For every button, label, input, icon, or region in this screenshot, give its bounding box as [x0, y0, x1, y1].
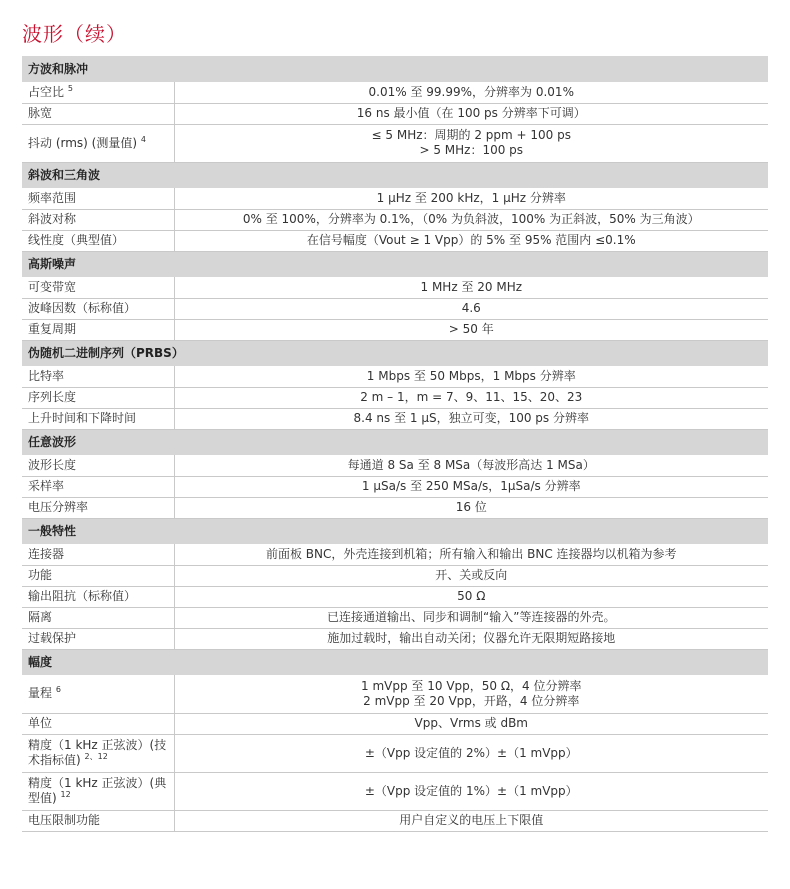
row-value-line: 已连接通道输出、同步和调制“输入”等连接器的外壳。: [327, 610, 616, 624]
table-row: [22, 810, 768, 831]
row-label: [22, 408, 174, 429]
row-label-text: 电压限制功能: [28, 813, 101, 827]
row-value-line: 50 Ω: [457, 589, 486, 603]
row-value-line: > 50 年: [448, 322, 494, 336]
table-row: [22, 565, 768, 586]
row-value-line: Vpp、Vrms 或 dBm: [414, 716, 528, 730]
row-value: [174, 298, 768, 319]
row-value: [174, 734, 768, 772]
row-value-line: ±（Vpp 设定值的 2%）±（1 mVpp）: [364, 745, 578, 760]
row-label: [22, 230, 174, 251]
row-label-text: 隔离: [28, 610, 53, 624]
row-value: [174, 209, 768, 230]
row-value: [174, 319, 768, 340]
row-label: [22, 607, 174, 628]
footnote-ref: 5: [67, 83, 73, 93]
table-row: [22, 713, 768, 734]
table-row: [22, 586, 768, 607]
table-row: [22, 544, 768, 565]
table-row: [22, 734, 768, 772]
row-value: [174, 565, 768, 586]
row-label-text: 脉宽: [28, 106, 53, 120]
row-label-text: 连接器: [28, 546, 65, 561]
row-label: [22, 628, 174, 649]
row-value-line: 1 Mbps 至 50 Mbps，1 Mbps 分辨率: [366, 368, 576, 383]
row-value: [174, 82, 768, 103]
row-label: [22, 455, 174, 476]
row-value: [174, 586, 768, 607]
section-heading: 方波和脉冲: [22, 56, 768, 82]
row-value-line: 2 m – 1，m = 7、9、11、15、20、23: [360, 390, 583, 404]
section-heading: 高斯噪声: [22, 251, 768, 277]
row-value: [174, 675, 768, 713]
table-row: [22, 607, 768, 628]
section-heading: 一般特性: [22, 518, 768, 544]
row-label: [22, 675, 174, 713]
row-value-line: ≤ 5 MHz：周期的 2 ppm + 100 ps: [371, 128, 571, 142]
row-label: [22, 734, 174, 772]
row-label: [22, 319, 174, 340]
row-value-line: ±（Vpp 设定值的 1%）±（1 mVpp）: [364, 783, 578, 798]
row-label: [22, 713, 174, 734]
row-value: [174, 124, 768, 162]
row-label-text: 线性度（典型值）: [28, 233, 125, 247]
table-row: [22, 772, 768, 810]
row-value-line: 1 mVpp 至 10 Vpp，50 Ω，4 位分辨率: [361, 678, 582, 693]
row-label: [22, 103, 174, 124]
table-row: [22, 366, 768, 387]
row-label-text: 波峰因数（标称值）: [28, 301, 137, 315]
row-value: [174, 628, 768, 649]
row-value: [174, 455, 768, 476]
footnote-ref: 12: [60, 790, 71, 799]
table-row: [22, 408, 768, 429]
row-label-text: 精度（1 kHz 正弦波）(技术指标值): [28, 738, 167, 767]
row-label: [22, 544, 174, 565]
row-value: [174, 387, 768, 408]
row-label-text: 输出阻抗（标称值）: [28, 589, 137, 603]
row-value: [174, 230, 768, 251]
row-label-text: 比特率: [28, 368, 65, 383]
row-value: [174, 277, 768, 298]
section-heading-row: [22, 429, 768, 455]
table-row: [22, 103, 768, 124]
section-heading-row: [22, 251, 768, 277]
section-heading: 任意波形: [22, 429, 768, 455]
row-label-text: 序列长度: [28, 390, 77, 404]
footnote-ref: 4: [140, 134, 146, 144]
table-row: [22, 476, 768, 497]
row-value-line: 1 µSa/s 至 250 MSa/s，1µSa/s 分辨率: [361, 479, 581, 493]
row-label-text: 上升时间和下降时间: [28, 411, 137, 425]
section-heading-row: [22, 340, 768, 366]
row-label-text: 波形长度: [28, 457, 77, 472]
row-value: [174, 607, 768, 628]
row-label: [22, 298, 174, 319]
row-value-line: 4.6: [461, 301, 481, 315]
row-value-line: 前面板 BNC，外壳连接到机箱；所有输入和输出 BNC 连接器均以机箱为参考: [265, 546, 677, 561]
row-value-line: 1 MHz 至 20 MHz: [420, 279, 523, 294]
row-label: [22, 82, 174, 103]
row-label: [22, 476, 174, 497]
table-row: [22, 319, 768, 340]
row-label-text: 过载保护: [28, 631, 77, 645]
row-value-line: 2 mVpp 至 20 Vpp，开路，4 位分辨率: [363, 693, 580, 708]
table-row: [22, 298, 768, 319]
row-value: [174, 103, 768, 124]
table-row: [22, 387, 768, 408]
row-label: [22, 209, 174, 230]
row-value: [174, 408, 768, 429]
row-value: [174, 366, 768, 387]
section-heading: 幅度: [22, 649, 768, 675]
row-value: [174, 713, 768, 734]
table-row: [22, 277, 768, 298]
section-heading-row: [22, 518, 768, 544]
section-heading: 斜波和三角波: [22, 162, 768, 188]
row-value: [174, 497, 768, 518]
row-value: [174, 188, 768, 209]
row-label-text: 精度（1 kHz 正弦波）(典型值): [28, 776, 167, 805]
row-label-text: 重复周期: [28, 322, 77, 336]
table-row: [22, 497, 768, 518]
row-label-text: 量程: [28, 686, 53, 701]
row-value-line: 0% 至 100%，分辨率为 0.1%，（0% 为负斜波，100% 为正斜波，50% 为三角波）: [242, 212, 700, 226]
row-value-line: > 5 MHz：100 ps: [419, 143, 524, 157]
footnote-ref: 6: [55, 685, 61, 695]
row-label-text: 单位: [28, 716, 53, 730]
row-label-text: 电压分辨率: [28, 500, 89, 514]
row-value-line: 在信号幅度（Vout ≥ 1 Vpp）的 5% 至 95% 范围内 ≤0.1%: [306, 233, 636, 247]
row-value-line: 8.4 ns 至 1 µS，独立可变，100 ps 分辨率: [353, 411, 589, 425]
table-row: [22, 628, 768, 649]
table-row: [22, 82, 768, 103]
row-label-text: 频率范围: [28, 190, 77, 205]
row-label: [22, 772, 174, 810]
row-label-text: 斜波对称: [28, 212, 77, 226]
row-label: [22, 565, 174, 586]
row-label: [22, 188, 174, 209]
table-row: [22, 209, 768, 230]
spec-table: [22, 56, 768, 832]
row-value-line: 用户自定义的电压上下限值: [399, 813, 544, 827]
table-row: [22, 124, 768, 162]
row-value-line: 16 位: [455, 500, 487, 514]
row-label-text: 抖动 (rms) (测量值): [28, 135, 138, 150]
page-title: 波形（续）: [22, 22, 127, 46]
row-value: [174, 476, 768, 497]
row-value-line: 1 µHz 至 200 kHz，1 µHz 分辨率: [376, 190, 566, 205]
row-label-text: 功能: [28, 568, 53, 582]
table-row: [22, 675, 768, 713]
row-value-line: 16 ns 最小值（在 100 ps 分辨率下可调）: [356, 106, 586, 120]
row-value-line: 开、关或反向: [435, 568, 508, 582]
row-label-text: 可变带宽: [28, 279, 77, 294]
row-value: [174, 772, 768, 810]
section-heading-row: [22, 56, 768, 82]
row-value: [174, 544, 768, 565]
row-value: [174, 810, 768, 831]
row-label: [22, 124, 174, 162]
section-heading-row: [22, 162, 768, 188]
row-value-line: 施加过载时，输出自动关闭；仪器允许无限期短路接地: [327, 631, 616, 645]
row-label-text: 占空比: [28, 84, 65, 99]
row-label: [22, 366, 174, 387]
row-value-line: 每通道 8 Sa 至 8 MSa（每波形高达 1 MSa）: [347, 457, 595, 472]
row-label: [22, 387, 174, 408]
row-label: [22, 810, 174, 831]
row-label-text: 采样率: [28, 479, 65, 493]
footnote-ref: 2、12: [84, 752, 108, 761]
section-heading: 伪随机二进制序列（PRBS）: [22, 340, 768, 366]
spec-table-body: [22, 56, 768, 831]
row-label: [22, 277, 174, 298]
row-label: [22, 497, 174, 518]
table-row: [22, 455, 768, 476]
row-value-line: 0.01% 至 99.99%，分辨率为 0.01%: [368, 84, 574, 99]
section-heading-row: [22, 649, 768, 675]
table-row: [22, 230, 768, 251]
row-label: [22, 586, 174, 607]
table-row: [22, 188, 768, 209]
